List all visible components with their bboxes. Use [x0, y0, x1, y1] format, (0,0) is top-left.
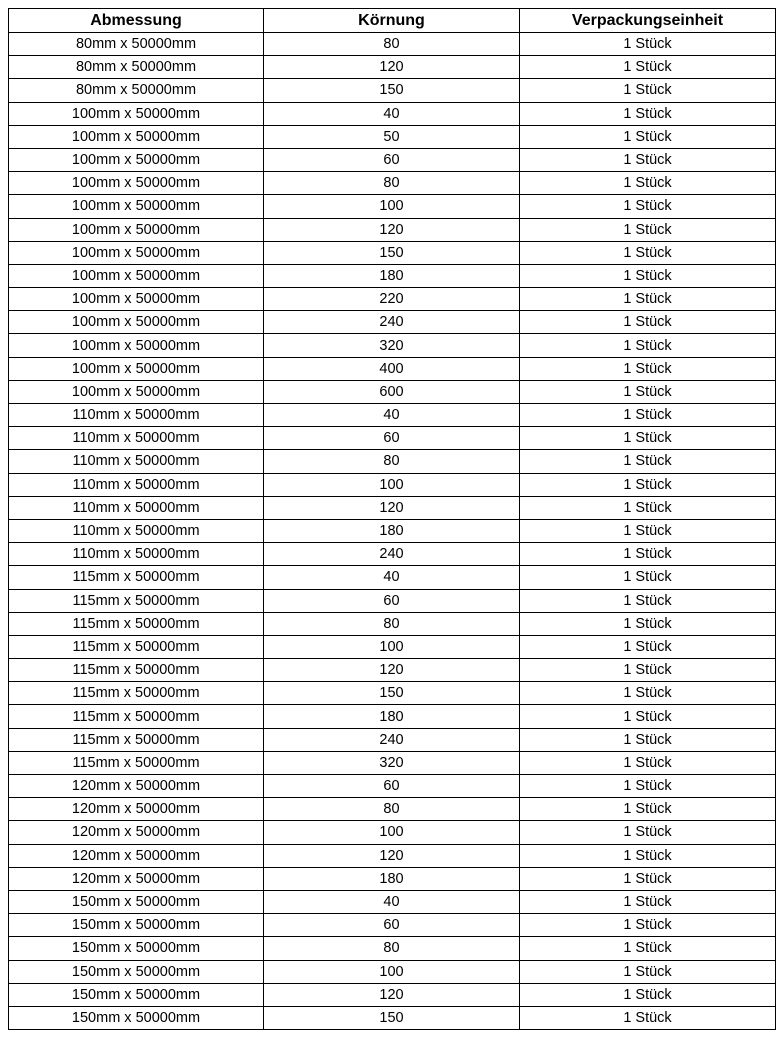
header-koernung: Körnung — [264, 9, 520, 33]
cell-koernung: 60 — [264, 775, 520, 798]
table-body — [9, 33, 776, 1030]
cell-koernung: 100 — [264, 635, 520, 658]
table-row — [9, 380, 776, 403]
cell-verpackungseinheit: 1 Stück — [520, 821, 776, 844]
table-row — [9, 288, 776, 311]
cell-abmessung: 150mm x 50000mm — [9, 937, 264, 960]
cell-abmessung: 115mm x 50000mm — [9, 682, 264, 705]
table-row — [9, 450, 776, 473]
cell-verpackungseinheit: 1 Stück — [520, 218, 776, 241]
cell-abmessung: 120mm x 50000mm — [9, 821, 264, 844]
table-row — [9, 798, 776, 821]
table-row — [9, 264, 776, 287]
cell-verpackungseinheit: 1 Stück — [520, 311, 776, 334]
product-size-table — [8, 8, 776, 1030]
cell-koernung: 180 — [264, 519, 520, 542]
cell-koernung: 120 — [264, 56, 520, 79]
cell-koernung: 40 — [264, 404, 520, 427]
cell-abmessung: 115mm x 50000mm — [9, 659, 264, 682]
table-row — [9, 775, 776, 798]
cell-abmessung: 150mm x 50000mm — [9, 890, 264, 913]
cell-verpackungseinheit: 1 Stück — [520, 1006, 776, 1029]
cell-koernung: 240 — [264, 728, 520, 751]
cell-verpackungseinheit: 1 Stück — [520, 960, 776, 983]
cell-koernung: 100 — [264, 195, 520, 218]
cell-abmessung: 100mm x 50000mm — [9, 311, 264, 334]
cell-koernung: 80 — [264, 798, 520, 821]
table-row — [9, 659, 776, 682]
table-row — [9, 357, 776, 380]
cell-abmessung: 100mm x 50000mm — [9, 148, 264, 171]
table-row — [9, 172, 776, 195]
cell-koernung: 120 — [264, 983, 520, 1006]
cell-verpackungseinheit: 1 Stück — [520, 890, 776, 913]
cell-koernung: 60 — [264, 914, 520, 937]
cell-abmessung: 115mm x 50000mm — [9, 566, 264, 589]
cell-koernung: 150 — [264, 79, 520, 102]
cell-verpackungseinheit: 1 Stück — [520, 125, 776, 148]
cell-koernung: 80 — [264, 937, 520, 960]
cell-koernung: 100 — [264, 473, 520, 496]
table-row — [9, 79, 776, 102]
cell-abmessung: 115mm x 50000mm — [9, 751, 264, 774]
cell-abmessung: 110mm x 50000mm — [9, 404, 264, 427]
cell-koernung: 320 — [264, 334, 520, 357]
cell-koernung: 150 — [264, 241, 520, 264]
cell-abmessung: 100mm x 50000mm — [9, 125, 264, 148]
table-row — [9, 311, 776, 334]
cell-koernung: 80 — [264, 450, 520, 473]
cell-verpackungseinheit: 1 Stück — [520, 659, 776, 682]
table-row — [9, 148, 776, 171]
table-row — [9, 56, 776, 79]
cell-abmessung: 110mm x 50000mm — [9, 473, 264, 496]
cell-verpackungseinheit: 1 Stück — [520, 914, 776, 937]
cell-abmessung: 115mm x 50000mm — [9, 612, 264, 635]
cell-koernung: 40 — [264, 566, 520, 589]
header-abmessung: Abmessung — [9, 9, 264, 33]
table-row — [9, 102, 776, 125]
table-row — [9, 195, 776, 218]
table-row — [9, 496, 776, 519]
cell-abmessung: 120mm x 50000mm — [9, 844, 264, 867]
table-row — [9, 751, 776, 774]
table-row — [9, 635, 776, 658]
table-header — [9, 9, 776, 33]
cell-koernung: 120 — [264, 659, 520, 682]
cell-verpackungseinheit: 1 Stück — [520, 102, 776, 125]
cell-abmessung: 80mm x 50000mm — [9, 56, 264, 79]
cell-verpackungseinheit: 1 Stück — [520, 844, 776, 867]
cell-verpackungseinheit: 1 Stück — [520, 566, 776, 589]
cell-verpackungseinheit: 1 Stück — [520, 867, 776, 890]
cell-abmessung: 100mm x 50000mm — [9, 195, 264, 218]
cell-verpackungseinheit: 1 Stück — [520, 79, 776, 102]
cell-abmessung: 110mm x 50000mm — [9, 496, 264, 519]
cell-abmessung: 120mm x 50000mm — [9, 867, 264, 890]
cell-abmessung: 120mm x 50000mm — [9, 798, 264, 821]
table-row — [9, 1006, 776, 1029]
cell-koernung: 180 — [264, 264, 520, 287]
cell-abmessung: 120mm x 50000mm — [9, 775, 264, 798]
cell-koernung: 40 — [264, 890, 520, 913]
cell-verpackungseinheit: 1 Stück — [520, 983, 776, 1006]
cell-abmessung: 115mm x 50000mm — [9, 728, 264, 751]
cell-verpackungseinheit: 1 Stück — [520, 288, 776, 311]
header-row — [9, 9, 776, 33]
cell-verpackungseinheit: 1 Stück — [520, 264, 776, 287]
cell-abmessung: 150mm x 50000mm — [9, 983, 264, 1006]
cell-verpackungseinheit: 1 Stück — [520, 33, 776, 56]
cell-koernung: 80 — [264, 33, 520, 56]
cell-koernung: 240 — [264, 311, 520, 334]
cell-abmessung: 100mm x 50000mm — [9, 172, 264, 195]
table-row — [9, 682, 776, 705]
cell-verpackungseinheit: 1 Stück — [520, 751, 776, 774]
table-row — [9, 705, 776, 728]
header-verpackungseinheit: Verpackungseinheit — [520, 9, 776, 33]
cell-koernung: 180 — [264, 705, 520, 728]
cell-abmessung: 115mm x 50000mm — [9, 589, 264, 612]
cell-abmessung: 110mm x 50000mm — [9, 427, 264, 450]
cell-koernung: 60 — [264, 427, 520, 450]
cell-abmessung: 100mm x 50000mm — [9, 288, 264, 311]
cell-verpackungseinheit: 1 Stück — [520, 589, 776, 612]
cell-verpackungseinheit: 1 Stück — [520, 705, 776, 728]
cell-koernung: 60 — [264, 589, 520, 612]
cell-koernung: 120 — [264, 218, 520, 241]
cell-abmessung: 100mm x 50000mm — [9, 102, 264, 125]
cell-verpackungseinheit: 1 Stück — [520, 612, 776, 635]
table-row — [9, 983, 776, 1006]
table-row — [9, 427, 776, 450]
table-row — [9, 728, 776, 751]
cell-verpackungseinheit: 1 Stück — [520, 937, 776, 960]
cell-verpackungseinheit: 1 Stück — [520, 380, 776, 403]
table-row — [9, 844, 776, 867]
cell-verpackungseinheit: 1 Stück — [520, 404, 776, 427]
cell-koernung: 240 — [264, 543, 520, 566]
cell-koernung: 180 — [264, 867, 520, 890]
product-table-sheet — [8, 8, 776, 1030]
cell-koernung: 40 — [264, 102, 520, 125]
table-row — [9, 914, 776, 937]
cell-verpackungseinheit: 1 Stück — [520, 473, 776, 496]
table-row — [9, 334, 776, 357]
table-row — [9, 867, 776, 890]
table-row — [9, 890, 776, 913]
cell-abmessung: 80mm x 50000mm — [9, 79, 264, 102]
cell-koernung: 80 — [264, 172, 520, 195]
cell-koernung: 50 — [264, 125, 520, 148]
table-row — [9, 821, 776, 844]
table-row — [9, 218, 776, 241]
cell-abmessung: 80mm x 50000mm — [9, 33, 264, 56]
cell-abmessung: 100mm x 50000mm — [9, 380, 264, 403]
cell-verpackungseinheit: 1 Stück — [520, 450, 776, 473]
cell-koernung: 600 — [264, 380, 520, 403]
cell-abmessung: 115mm x 50000mm — [9, 705, 264, 728]
cell-koernung: 320 — [264, 751, 520, 774]
cell-verpackungseinheit: 1 Stück — [520, 635, 776, 658]
cell-abmessung: 115mm x 50000mm — [9, 635, 264, 658]
cell-verpackungseinheit: 1 Stück — [520, 241, 776, 264]
cell-abmessung: 100mm x 50000mm — [9, 218, 264, 241]
table-row — [9, 960, 776, 983]
table-row — [9, 937, 776, 960]
cell-koernung: 220 — [264, 288, 520, 311]
cell-verpackungseinheit: 1 Stück — [520, 357, 776, 380]
table-row — [9, 543, 776, 566]
table-row — [9, 589, 776, 612]
table-row — [9, 566, 776, 589]
cell-koernung: 120 — [264, 496, 520, 519]
cell-verpackungseinheit: 1 Stück — [520, 682, 776, 705]
cell-abmessung: 100mm x 50000mm — [9, 357, 264, 380]
cell-koernung: 400 — [264, 357, 520, 380]
cell-verpackungseinheit: 1 Stück — [520, 543, 776, 566]
cell-koernung: 100 — [264, 960, 520, 983]
cell-koernung: 80 — [264, 612, 520, 635]
cell-verpackungseinheit: 1 Stück — [520, 172, 776, 195]
table-row — [9, 125, 776, 148]
cell-koernung: 60 — [264, 148, 520, 171]
cell-abmessung: 100mm x 50000mm — [9, 241, 264, 264]
cell-abmessung: 110mm x 50000mm — [9, 450, 264, 473]
cell-verpackungseinheit: 1 Stück — [520, 798, 776, 821]
cell-verpackungseinheit: 1 Stück — [520, 56, 776, 79]
cell-abmessung: 100mm x 50000mm — [9, 264, 264, 287]
cell-verpackungseinheit: 1 Stück — [520, 519, 776, 542]
table-row — [9, 404, 776, 427]
cell-verpackungseinheit: 1 Stück — [520, 496, 776, 519]
cell-abmessung: 110mm x 50000mm — [9, 519, 264, 542]
table-row — [9, 241, 776, 264]
table-row — [9, 33, 776, 56]
cell-verpackungseinheit: 1 Stück — [520, 427, 776, 450]
cell-verpackungseinheit: 1 Stück — [520, 728, 776, 751]
cell-abmessung: 150mm x 50000mm — [9, 914, 264, 937]
table-row — [9, 473, 776, 496]
table-row — [9, 519, 776, 542]
cell-abmessung: 150mm x 50000mm — [9, 960, 264, 983]
cell-koernung: 150 — [264, 1006, 520, 1029]
cell-verpackungseinheit: 1 Stück — [520, 334, 776, 357]
cell-verpackungseinheit: 1 Stück — [520, 148, 776, 171]
cell-verpackungseinheit: 1 Stück — [520, 195, 776, 218]
cell-abmessung: 110mm x 50000mm — [9, 543, 264, 566]
cell-abmessung: 100mm x 50000mm — [9, 334, 264, 357]
cell-abmessung: 150mm x 50000mm — [9, 1006, 264, 1029]
cell-koernung: 150 — [264, 682, 520, 705]
cell-verpackungseinheit: 1 Stück — [520, 775, 776, 798]
cell-koernung: 100 — [264, 821, 520, 844]
cell-koernung: 120 — [264, 844, 520, 867]
table-row — [9, 612, 776, 635]
